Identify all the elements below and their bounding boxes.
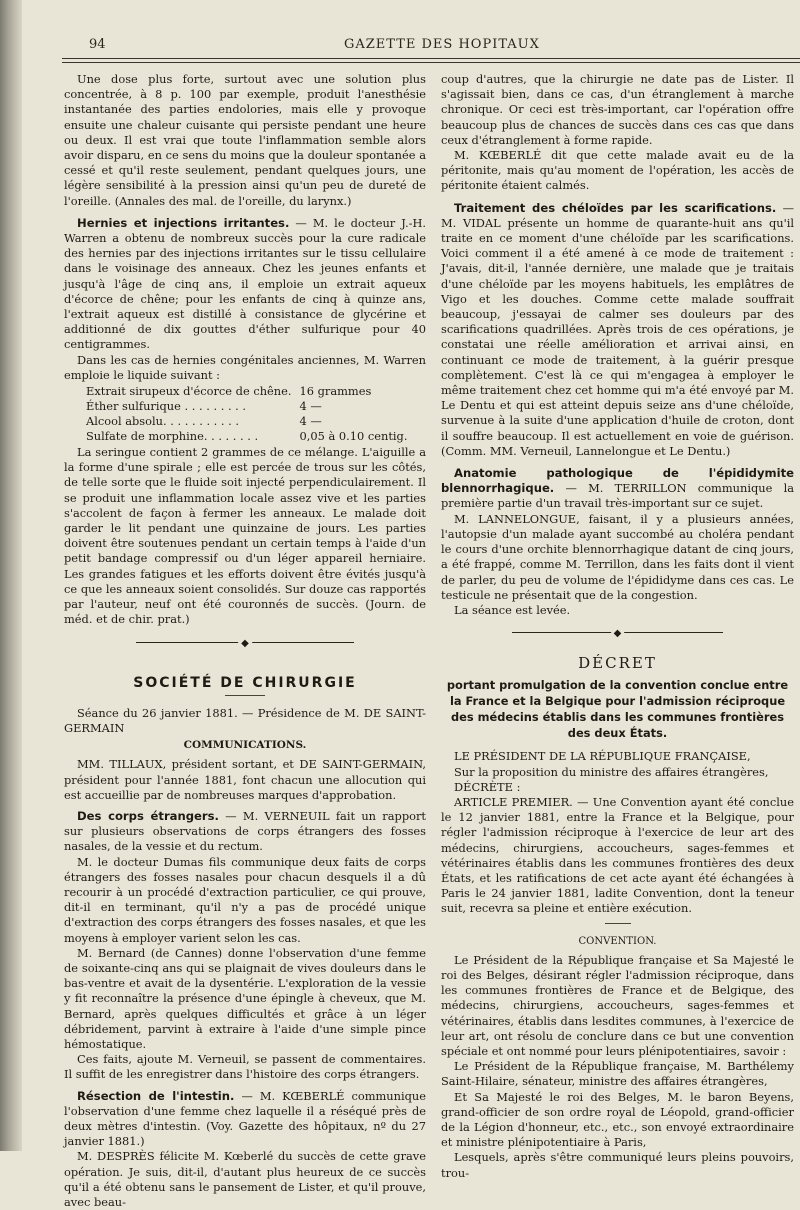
convention-paragraph: Le Président de la République française, M. Barthélemy Saint-Hilaire, sénateur, ministre des affaires étrangères, [441,1059,794,1089]
convention-paragraph: Le Président de la République française et Sa Majesté le roi des Belges, désirant régler l'admission réciproque, dans les communes frontières de France et de Belgique, des médecins, chirurgiens, accoucheurs, sages-femmes et vétérinaires, établis dans lesdites communes, à l'exercice de leur art, ont résolu de conclure dans ce but une convention spéciale et ont nommé pour leurs plénipotentiaires, savoir : [441,952,794,1058]
president-line: LE PRÉSIDENT DE LA RÉPUBLIQUE FRANÇAISE, [454,749,751,764]
paragraph-resection: Résection de l'intestin. — M. KŒBERLÉ communique l'observation d'une femme chez laquelle il a réséqué près de deux mètres d'intestin. (Voy. Gazette des hôpitaux, nº du 27 janvier 1881.) [64,1088,426,1149]
recipe-row: Alcool absolu. . . . . . . . . . . 4 — [86,414,322,429]
decret-subtitle: portant promulgation de la convention conclue entre la France et la Belgique pour l'admission réciproque des médecins établis dans les communes frontières des deux États. [446,678,789,741]
seance-levee: La séance est levée. [454,602,571,617]
paragraph-lannelongue: M. LANNELONGUE, faisant, il y a plusieurs années, l'autopsie d'un malade ayant succombé au choléra pendant le cours d'une orchite blennorrhagique datant de cinq jours, a été frappé, comme M. Terrillon, dans les faits dont il vient de parler, du peu de volume de l'épididyme dans ces cas. Le testicule ne présentait que de la congestion. [441,511,794,602]
paragraph-despres: M. DESPRÈS félicite M. Kœberlé du succès de cette grave opération. Je suis, dit-il, d'autant plus heureux de ce succès qu'il a été obtenu sans le pansement de Lister, et qu'il prouve, avec beau- [64,1149,426,1209]
heading-anatomie: Anatomie pathologique de l'épididymite blennorrhagique. [441,466,794,496]
heading-cheloides: Traitement des chéloïdes par les scarifications. [454,200,777,215]
header-rule-bottom [62,62,800,63]
heading-resection: Résection de l'intestin. [77,1088,235,1103]
paragraph-anatomie: Anatomie pathologique de l'épididymite blennorrhagique. — M. TERRILLON communique la première partie d'un travail très-important sur ce sujet. [441,466,794,511]
heading-corps-etrangers: Des corps étrangers. [77,808,219,823]
paragraph-koeberle: M. KŒBERLÉ dit que cette malade avait eu de la péritonite, mais qu'au moment de l'opération, les accès de péritonite étaient calmés. [441,148,794,193]
paragraph-hernies-congenitales: Dans les cas de hernies congénitales anciennes, M. Warren emploie le liquide suivant : [64,352,426,382]
running-title: GAZETTE DES HOPITAUX [344,37,540,52]
article-premier: ARTICLE PREMIER. — Une Convention ayant été conclue le 12 janvier 1881, entre la France et la Belgique, pour régler l'admission réciproque à l'exercice de leur art des médecins, chirurgiens, accoucheurs, sages-femmes et vétérinaires établis dans les communes frontières des deux États, et les ratifications de cet acte ayant été échangées à Paris le 24 janvier 1881, ladite Convention, dont la teneur suit, recevra sa pleine et entière exécution. [441,794,794,916]
convention-paragraph: Et Sa Majesté le roi des Belges, M. le baron Beyens, grand-officier de son ordre royal de Léopold, grand-officier de la Légion d'honneur, etc., etc., son envoyé extraordinaire et ministre plénipotentiaire à Paris, [441,1089,794,1150]
recipe-table [86,384,415,444]
paragraph-lister: coup d'autres, que la chirurgie ne date pas de Lister. Il s'agissait bien, dans ce cas, d'un étranglement à marche chronique. Or ceci est très-important, car l'opération offre beaucoup plus de chances de succès dans ces cas que dans ceux d'étranglement à forme rapide. [441,72,794,147]
convention-paragraph: Lesquels, après s'être communiqué leurs pleins pouvoirs, trou- [441,1150,794,1180]
decret-title: DÉCRET [578,654,657,673]
section-rule [225,695,265,696]
page-number: 94 [89,37,106,52]
paragraph-tillaux: MM. TILLAUX, président sortant, et DE SAINT-GERMAIN, président pour l'année 1881, font chacun une allocution qui est accueillie par de nombreuses marques d'approbation. [64,757,426,802]
paragraph-anesthesie: Une dose plus forte, surtout avec une solution plus concentrée, à 8 p. 100 par exemple, produit l'anesthésie instantanée des parties endolories, mais elle y provoque ensuite une chaleur cuisante qui persiste pendant une heure ou deux. Il est vrai que toute l'inflammation semble alors avoir disparu, en ce sens du moins que la douleur spontanée a cessé et qu'il reste seulement, pendant quelques jours, une légère sensibilité à la pression ainsi qu'un peu de dureté de l'oreille. (Annales des mal. de l'oreille, du larynx.) [64,72,426,208]
ornamental-separator [64,634,426,652]
diamond-ornament-icon: ◆ [238,636,252,651]
communications-heading: COMMUNICATIONS. [183,739,307,752]
left-column [64,72,426,1210]
paragraph-cheloides: Traitement des chéloïdes par les scarifications. — M. VIDAL présente un homme de quarante-huit ans qu'il traite en ce moment d'une chéloïde par les scarifications. Voici comment il a été amené à ce mode de traitement : J'avais, dit-il, l'année dernière, une malade que je traitais d'une chéloïde par les moyens habituels, les emplâtres de Vigo et les douches. Comme cette malade souffrait beaucoup, j'essayai de calmer ses douleurs par des scarifications quadrillées. Après trois de ces opérations, je constatai une réelle amélioration et arrivai ainsi, en continuant ce mode de traitement, à la guérir presque complètement. C'est là ce qui m'engagea à employer le même traitement chez cet homme qui m'a été envoyé par M. Le Dentu et qui est atteint depuis seize ans d'une chéloïde, survenue à la suite d'une application d'huile de croton, dont il souffre beaucoup. Il est actuellement en voie de guérison. (Comm. MM. Verneuil, Lannelongue et Le Dentu.) [441,200,795,458]
paragraph-bernard: M. Bernard (de Cannes) donne l'observation d'une femme de soixante-cinq ans qui se plaignait de vives douleurs dans le bas-ventre et avait de la dysentérie. L'exploration de la vessie y fit reconnaître la présence d'une épingle à cheveux, que M. Bernard, après quelques difficultés et grâce à un léger débridement, parvint à extraire à l'aide d'une simple pince hémostatique. [64,945,426,1051]
recipe-row: Extrait sirupeux d'écorce de chêne. 16 grammes [86,384,372,399]
heading-hernies: Hernies et injections irritantes. [77,215,290,230]
recipe-row: Sulfate de morphine. . . . . . . . 0,05 à 0.10 centig. [86,429,408,444]
small-rule [605,923,631,924]
decrete-line: DÉCRÈTE : [454,779,521,794]
paragraph-dumas: M. le docteur Dumas fils communique deux faits de corps étrangers des fosses nasales pour chacun desquels il a dû recourir à un procédé d'extraction particulier, ce qui prouve, dit-il en terminant, qu'il n'y a pas de procédé unique d'extraction des corps étrangers des fosses nasales, et que les moyens à employer varient selon les cas. [64,854,426,945]
seance-line: Séance du 26 janvier 1881. — Présidence de M. DE SAINT-GERMAIN [64,705,426,735]
recipe-row: Éther sulfurique . . . . . . . . . 4 — [86,399,322,414]
header-rule-top [62,58,800,59]
paragraph-verneuil: Ces faits, ajoute M. Verneuil, se passent de commentaires. Il suffit de les enregistrer dans l'histoire des corps étrangers. [64,1052,426,1082]
right-column [441,72,794,1181]
diamond-ornament-icon: ◆ [611,626,625,641]
page-binding-shadow [0,0,22,1151]
paragraph-hernies: Hernies et injections irritantes. — M. le docteur J.-H. Warren a obtenu de nombreux succès pour la cure radicale des hernies par des injections irritantes sur le tissu cellulaire dans le voisinage des anneaux. Chez les jeunes enfants et jusqu'à l'âge de cinq ans, il emploie un extrait aqueux d'écorce de chêne; pour les enfants de cinq à quinze ans, l'extrait aqueux est distillé à consistance de glycérine et additionné de dix gouttes d'éther sulfurique pour 40 centigrammes. [64,215,426,352]
convention-heading: CONVENTION. [578,935,657,947]
paragraph-seringue: La seringue contient 2 grammes de ce mélange. L'aiguille a la forme d'une spirale ; elle est percée de trous sur les côtés, de telle sorte que le fluide soit injecté perpendiculairement. Il se produit une inflammation locale assez vive et les parties s'accolent de façon à fermer les anneaux. Le malade doit garder le lit pendant une quinzaine de jours. Les parties doivent être soutenues pendant un certain temps à l'aide d'un petit bandage compressif ou d'un léger appareil herniaire. Les grandes fatigues et les efforts doivent être évités jusqu'à ce que les anneaux soient consolidés. Sur douze cas rapportés par l'auteur, neuf ont été couronnés de succès. (Journ. de méd. et de chir. prat.) [64,445,426,627]
proposition-line: Sur la proposition du ministre des affaires étrangères, [454,764,769,779]
paragraph-corps-etrangers: Des corps étrangers. — M. VERNEUIL fait un rapport sur plusieurs observations de corps étrangers des fosses nasales, de la vessie et du rectum. [64,808,426,854]
ornamental-separator [441,624,794,642]
section-title-societe: SOCIÉTÉ DE CHIRURGIE [133,674,357,691]
